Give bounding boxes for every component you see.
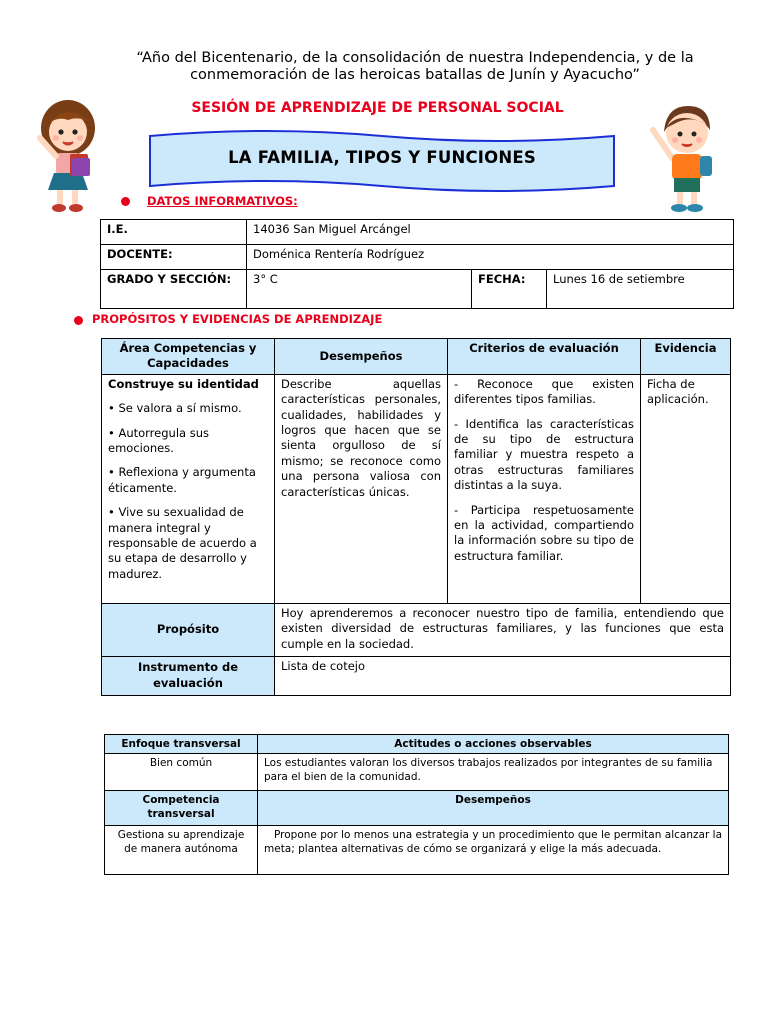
desempenos-transversal-value: Propone por lo menos una estrategia y un procedimiento que le permitan alcanzar la meta; plantea alternativas de cómo se organizará y elige la más adecuada. <box>258 826 729 875</box>
table-row <box>102 374 731 603</box>
table-header-row <box>102 339 731 375</box>
evidencia-cell: Ficha de aplicación. <box>641 374 731 603</box>
capacidad-item: • Vive su sexualidad de manera integral y responsable de acuerdo a su etapa de desarrollo y madurez. <box>108 505 268 582</box>
enfoque-value: Bien común <box>105 754 258 791</box>
table-row <box>102 656 731 695</box>
table-header-row <box>105 791 729 826</box>
header-criterios: Criterios de evaluación <box>448 339 641 375</box>
proposito-text: Hoy aprenderemos a reconocer nuestro tipo de familia, entendiendo que existen diversidad de estructuras familiares, y las funciones que esta cumple en la sociedad. <box>275 603 731 656</box>
grado-label: GRADO Y SECCIÓN: <box>101 270 247 309</box>
criterios-cell <box>448 374 641 603</box>
header-competencia-transversal: Competencia transversal <box>105 791 258 826</box>
competencia-title: Construye su identidad <box>108 376 259 391</box>
grado-value: 3° C <box>247 270 472 309</box>
header-area: Área Competencias y Capacidades <box>102 339 275 375</box>
instrumento-label: Instrumento de evaluación <box>102 656 275 695</box>
docente-label: DOCENTE: <box>101 245 247 270</box>
table-row <box>102 603 731 656</box>
propositos-heading: PROPÓSITOS Y EVIDENCIAS DE APRENDIZAJE <box>92 312 383 326</box>
girl-with-books-illustration <box>30 98 110 216</box>
capacidad-item: • Reflexiona y argumenta éticamente. <box>108 465 268 496</box>
actitudes-value: Los estudiantes valoran los diversos trabajos realizados por integrantes de su familia para el bien de la comunidad. <box>258 754 729 791</box>
table-row <box>105 826 729 875</box>
propositos-table <box>101 338 731 696</box>
red-bullet-icon <box>74 316 83 325</box>
header-desempenos-transversal: Desempeños <box>258 791 729 826</box>
boy-waving-illustration <box>648 100 728 218</box>
capacidad-item: • Se valora a sí mismo. <box>108 401 268 416</box>
fecha-value: Lunes 16 de setiembre <box>547 270 734 309</box>
competencia-cell <box>102 374 275 603</box>
capacidad-item: • Autorregula sus emociones. <box>108 426 268 457</box>
red-bullet-icon <box>121 197 130 206</box>
header-actitudes: Actitudes o acciones observables <box>258 735 729 754</box>
session-title: SESIÓN DE APRENDIZAJE DE PERSONAL SOCIAL <box>191 100 564 116</box>
criterio-item: - Participa respetuosamente en la actividad, compartiendo la información sobre su tipo de estructura familiar. <box>454 502 634 563</box>
ie-label: I.E. <box>101 220 247 245</box>
fecha-label: FECHA: <box>472 270 547 309</box>
table-row <box>101 245 734 270</box>
header-desempenos: Desempeños <box>275 339 448 375</box>
datos-table <box>100 219 734 309</box>
desempeno-cell: Describe aquellas características personales, cualidades, habilidades y logros que hacen que se sienta orgulloso de sí mismo; se reconoce como una persona valiosa con características únicas. <box>275 374 448 603</box>
header-quote: “Año del Bicentenario, de la consolidación de nuestra Independencia, y de la conmemoración de las heroicas batallas de Junín y Ayacucho” <box>136 50 694 83</box>
proposito-label: Propósito <box>102 603 275 656</box>
criterio-item: - Reconoce que existen diferentes tipos familias. <box>454 376 634 407</box>
header-evidencia: Evidencia <box>641 339 731 375</box>
instrumento-text: Lista de cotejo <box>275 656 731 695</box>
ie-value: 14036 San Miguel Arcángel <box>247 220 734 245</box>
table-row <box>105 754 729 791</box>
datos-heading: DATOS INFORMATIVOS: <box>147 194 298 208</box>
table-row <box>101 220 734 245</box>
table-header-row <box>105 735 729 754</box>
header-enfoque: Enfoque transversal <box>105 735 258 754</box>
transversal-table <box>104 734 729 875</box>
docente-value: Doménica Rentería Rodríguez <box>247 245 734 270</box>
criterio-item: - Identifica las características de su tipo de estructura familiar y muestra respeto a otras estructuras familiares distintas a la suya. <box>454 416 634 493</box>
competencia-transversal-value: Gestiona su aprendizaje de manera autónoma <box>105 826 258 875</box>
table-row <box>101 270 734 309</box>
lesson-title: LA FAMILIA, TIPOS Y FUNCIONES <box>228 148 536 167</box>
